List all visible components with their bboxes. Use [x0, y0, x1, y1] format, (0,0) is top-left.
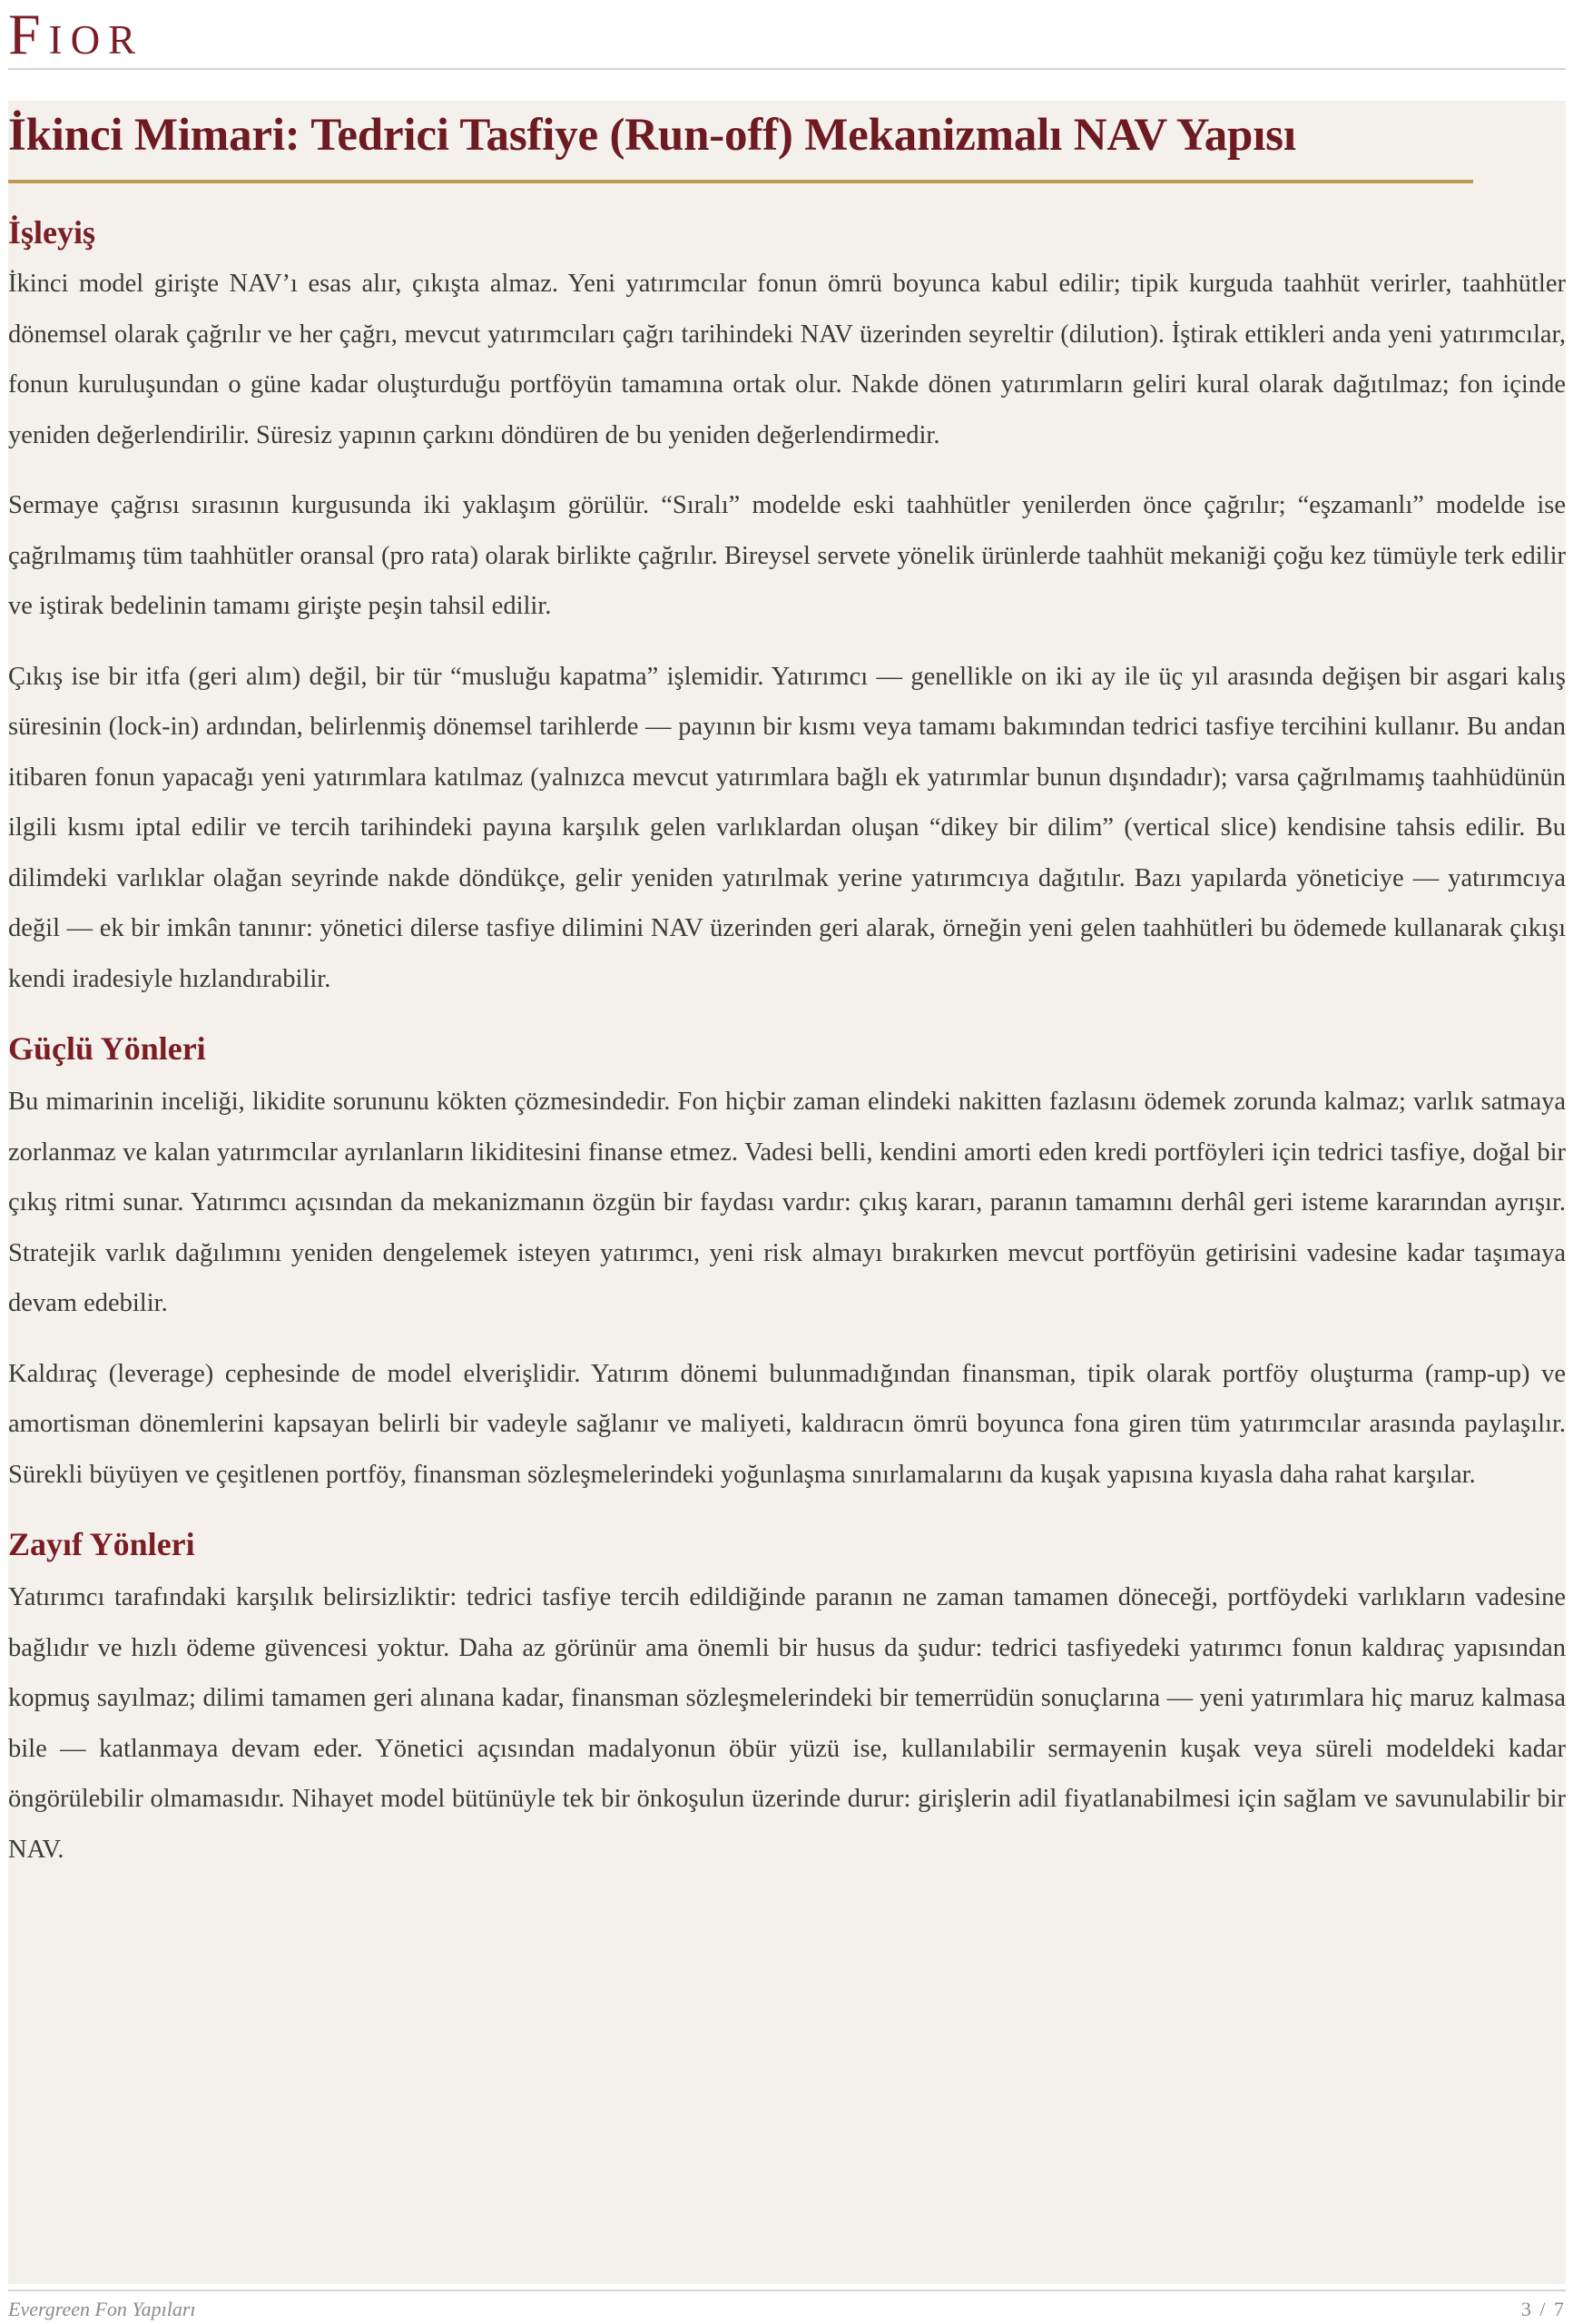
- brand-logo: Fior: [8, 2, 144, 66]
- paragraph: Bu mimarinin inceliği, likidite sorununu kökten çözmesindedir. Fon hiçbir zaman elindeki nakitten fazlasını ödemek zorunda kalmaz; varlık satmaya zorlanmaz ve kalan yatırımcılar ayrılanların likiditesini finanse etmez. Vadesi belli, kendini amorti eden kredi portföyleri için tedrici tasfiye, doğal bir çıkış ritmi sunar. Yatırımcı açısından da mekanizmanın özgün bir faydası vardır: çıkış kararı, paranın tamamını derhâl geri isteme kararından ayrışır. Stratejik varlık dağılımını yeniden dengelemek isteyen yatırımcı, yeni risk almayı bırakırken mevcut portföyün getirisini vadesine kadar taşımaya devam edebilir.: [8, 1088, 1566, 1317]
- paragraph: İkinci model girişte NAV’ı esas alır, çıkışta almaz. Yeni yatırımcılar fonun ömrü boyunca kabul edilir; tipik kurguda taahhüt verirler, taahhütler dönemsel olarak çağrılır ve her çağrı, mevcut yatırımcıları çağrı tarihindeki NAV üzerinden seyreltir (dilution). İştirak ettikleri anda yeni yatırımcılar, fonun kuruluşundan o güne kadar oluşturduğu portföyün tamamına ortak olur. Nakde dönen yatırımların geliri kural olarak dağıtılmaz; fon içinde yeniden değerlendirilir. Süresiz yapının çarkını döndüren de bu yeniden değerlendirmedir.: [8, 270, 1566, 449]
- page-title: İkinci Mimari: Tedrici Tasfiye (Run-off) Mekanizmalı NAV Yapısı: [8, 110, 1296, 161]
- paragraph: Çıkış ise bir itfa (geri alım) değil, bir tür “musluğu kapatma” işlemidir. Yatırımcı — genellikle on iki ay ile üç yıl arasında değişen bir asgari kalış süresinin (lock-in) ardından, belirlenmiş dönemsel tarihlerde — payının bir kısmı veya tamamı bakımından tedrici tasfiye tercihini kullanır. Bu andan itibaren fonun yapacağı yeni yatırımlara katılmaz (yalnızca mevcut yatırımlara bağlı ek yatırımlar bunun dışındadır); varsa çağrılmamış taahhüdünün ilgili kısmı iptal edilir ve tercih tarihindeki payına karşılık gelen varlıklardan oluşan “dikey bir dilim” (vertical slice) kendisine tahsis edilir. Bu dilimdeki varlıklar olağan seyrinde nakde döndükçe, gelir yeniden yatırılmak yerine yatırımcıya dağıtılır. Bazı yapılarda yöneticiye — yatırımcıya değil — ek bir imkân tanınır: yönetici dilerse tasfiye dilimini NAV üzerinden geri alarak, örneğin yeni gelen taahhütleri bu ödemede kullanarak çıkışı kendi iradesiyle hızlandırabilir.: [8, 662, 1566, 993]
- section-heading-zayif-yonleri: Zayıf Yönleri: [8, 1526, 195, 1562]
- footer-document-title: Evergreen Fon Yapıları: [8, 2298, 196, 2320]
- article-body: [8, 210, 1566, 1875]
- section-heading-isleyis: İşleyiş: [8, 214, 96, 251]
- paragraph: Kaldıraç (leverage) cephesinde de model elverişlidir. Yatırım dönemi bulunmadığından finansman, tipik olarak portföy oluşturma (ramp-up) ve amortisman dönemlerini kapsayan belirli bir vadeyle sağlanır ve maliyeti, kaldıracın ömrü boyunca fona giren tüm yatırımcılar arasında paylaşılır. Sürekli büyüyen ve çeşitlenen portföy, finansman sözleşmelerindeki yoğunlaşma sınırlamalarını da kuşak yapısına kıyasla daha rahat karşılar.: [8, 1359, 1566, 1489]
- footer-divider: [8, 2290, 1566, 2291]
- paragraph: Sermaye çağrısı sırasının kurgusunda iki yaklaşım görülür. “Sıralı” modelde eski taahhütler yenilerden önce çağrılır; “eşzamanlı” modelde ise çağrılmamış tüm taahhütler oransal (pro rata) olarak birlikte çağrılır. Bireysel servete yönelik ürünlerde taahhüt mekaniği çoğu kez tümüyle terk edilir ve iştirak bedelinin tamamı girişte peşin tahsil edilir.: [8, 491, 1566, 620]
- title-underline: [8, 180, 1473, 183]
- section-heading-guclu-yonleri: Güçlü Yönleri: [8, 1030, 206, 1067]
- page-number: 3 / 7: [1520, 2298, 1566, 2320]
- header-divider: [8, 68, 1566, 70]
- paragraph: Yatırımcı tarafındaki karşılık belirsizliktir: tedrici tasfiye tercih edildiğinde paranın ne zaman tamamen döneceği, portföydeki varlıkların vadesine bağlıdır ve hızlı ödeme güvencesi yoktur. Daha az görünür ama önemli bir husus da şudur: tedrici tasfiyedeki yatırımcı fonun kaldıraç yapısından kopmuş sayılmaz; dilimi tamamen geri alınana kadar, finansman sözleşmelerindeki bir temerrüdün sonuçlarına — yeni yatırımlara hiç maruz kalmasa bile — katlanmaya devam eder. Yönetici açısından madalyonun öbür yüzü ise, kullanılabilir sermayenin kuşak veya süreli modeldeki kadar öngörülebilir olmamasıdır. Nihayet model bütünüyle tek bir önkoşulun üzerinde durur: girişlerin adil fiyatlanabilmesi için sağlam ve savunulabilir bir NAV.: [8, 1583, 1566, 1864]
- content-panel: [8, 101, 1566, 2284]
